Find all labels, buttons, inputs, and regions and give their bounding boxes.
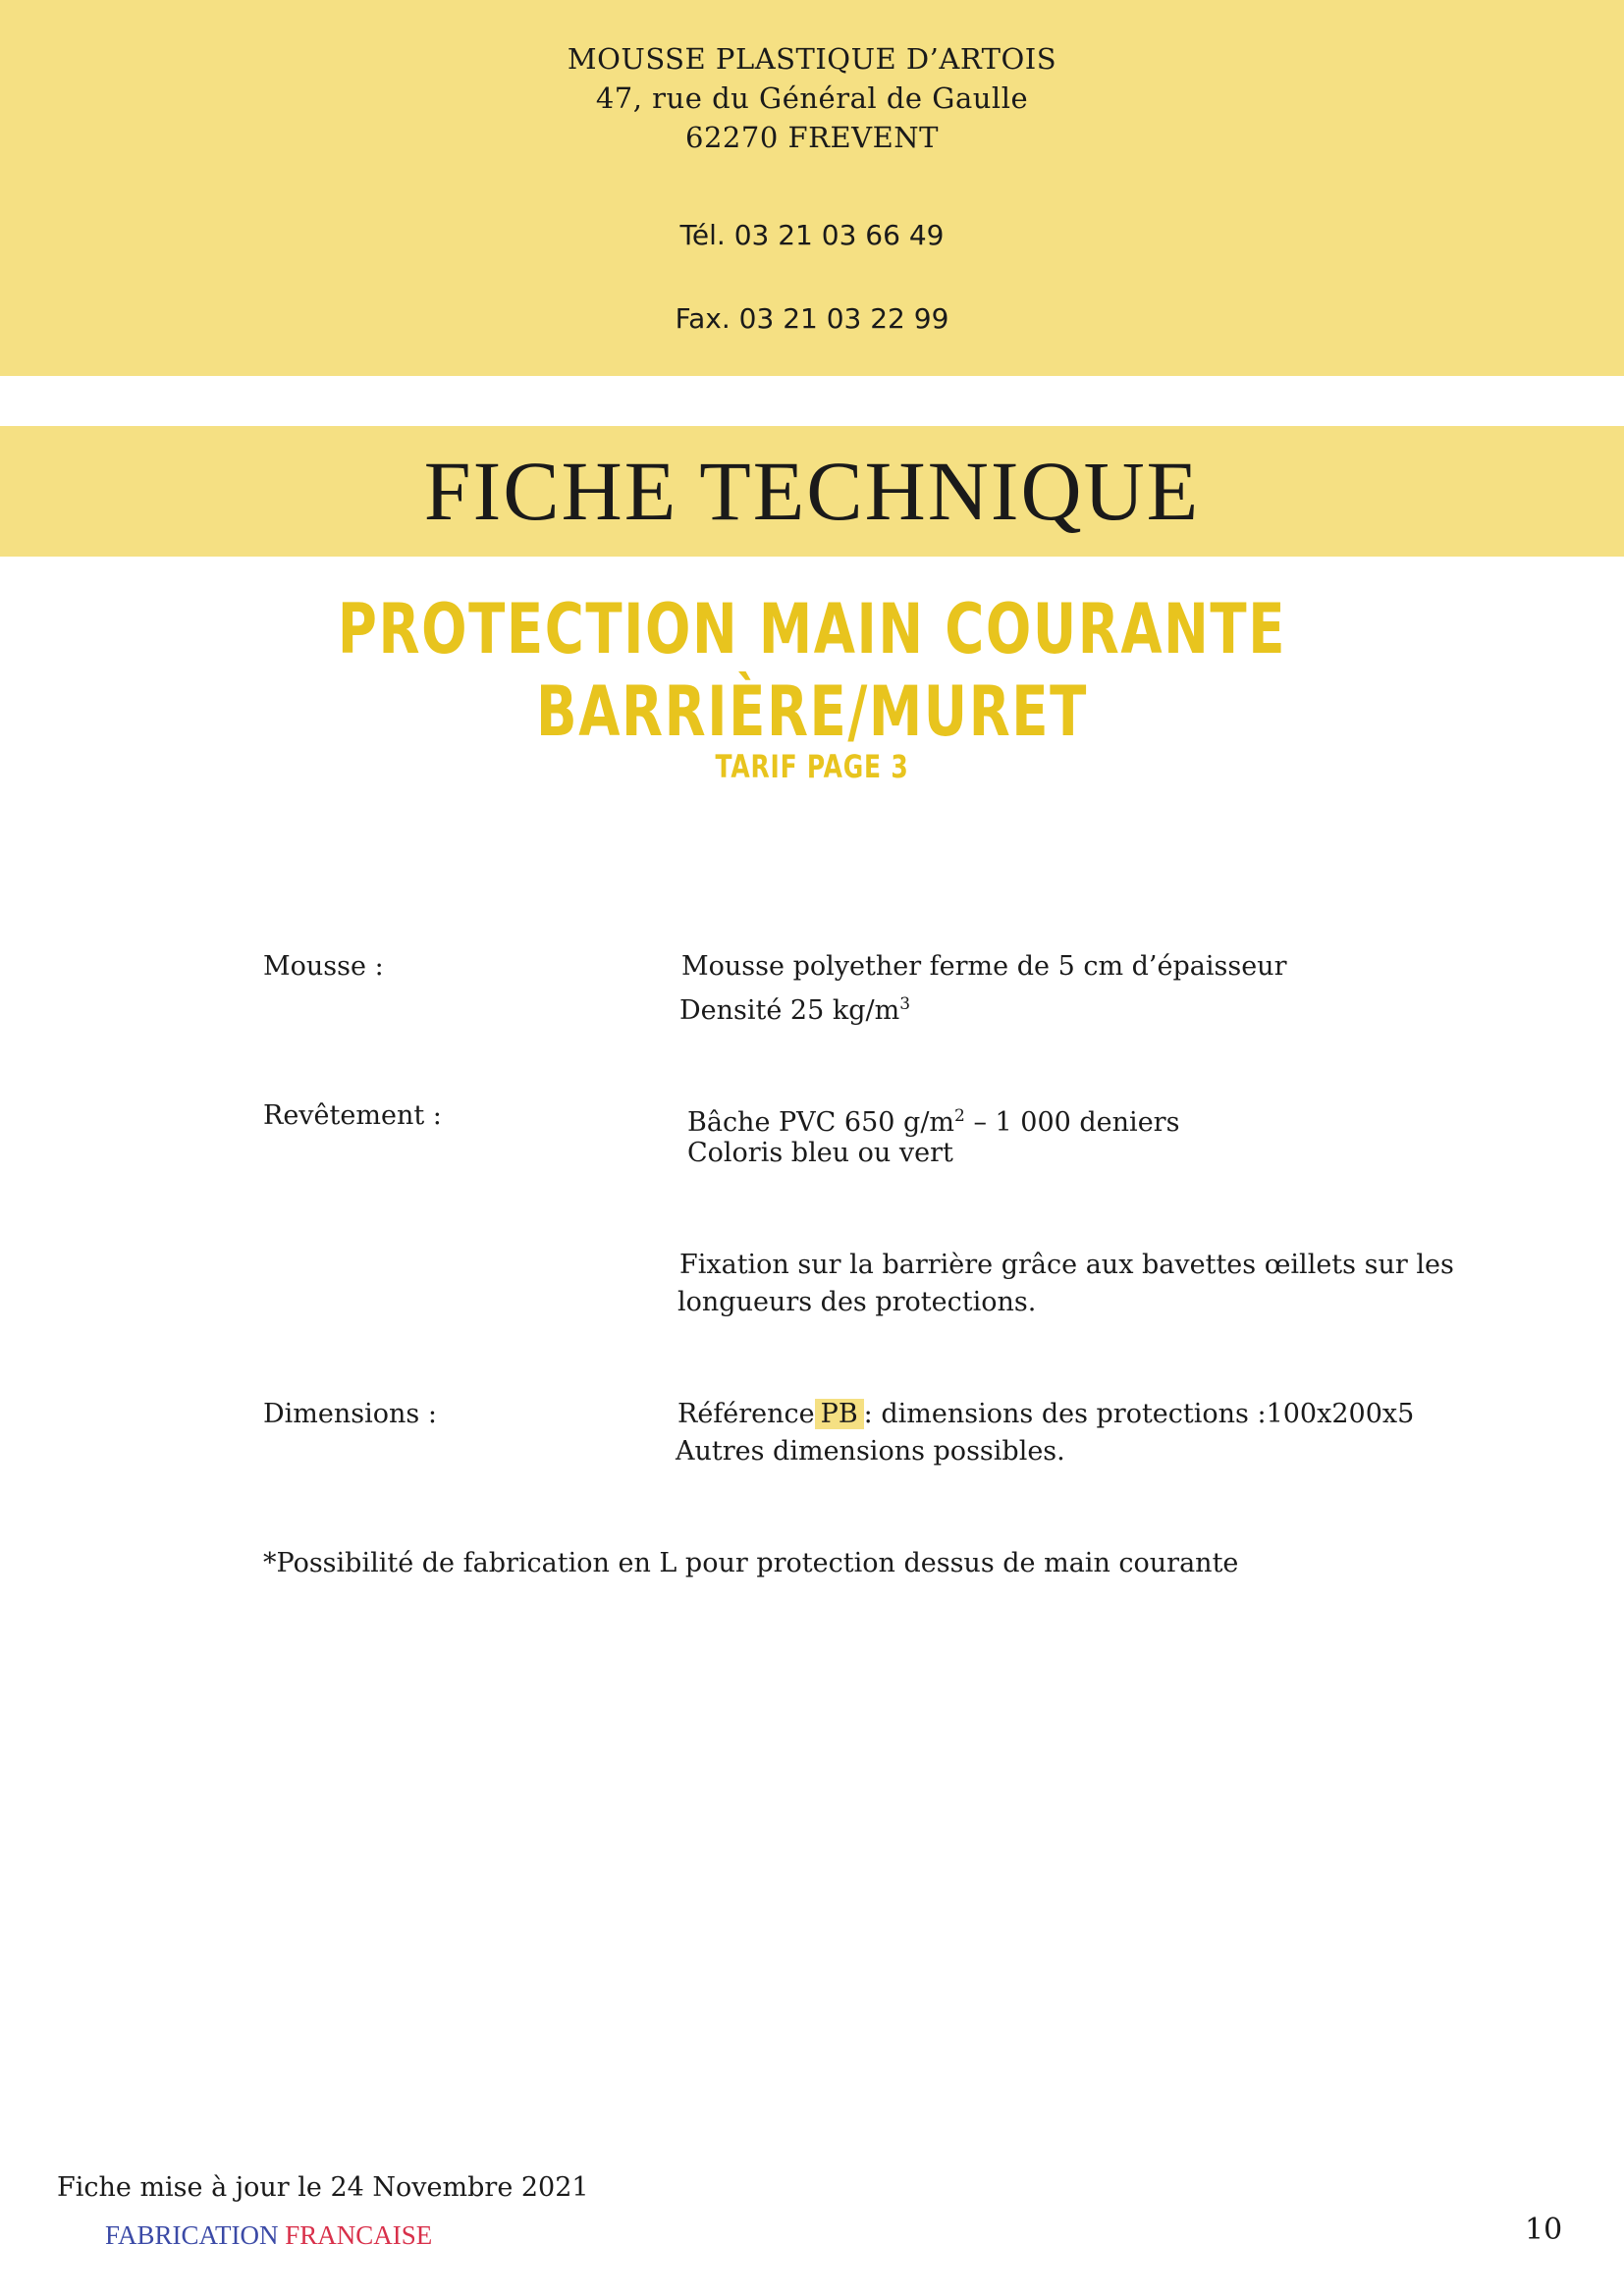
mousse-density-exponent: 3 xyxy=(899,994,911,1014)
mousse-label: Mousse : xyxy=(263,951,384,982)
fabrication-francaise xyxy=(105,2220,432,2251)
fabrication-note: *Possibilité de fabrication en L pour protection dessus de main courante xyxy=(263,1548,1239,1578)
dimensions-ref-suffix: : dimensions des protections :100x200x5 xyxy=(863,1399,1415,1429)
francaise-word: FRANCAISE xyxy=(285,2220,433,2250)
company-street: 47, rue du Général de Gaulle xyxy=(595,81,1029,115)
dimensions-reference xyxy=(677,1396,1414,1433)
revetement-colors: Coloris bleu ou vert xyxy=(687,1138,953,1168)
revetement-text-a: Bâche PVC 650 g/m xyxy=(687,1107,955,1138)
fabrication-word: FABRICATION xyxy=(105,2220,279,2250)
mousse-description: Mousse polyether ferme de 5 cm d’épaisseur xyxy=(681,951,1287,982)
page-title: FICHE TECHNIQUE xyxy=(423,444,1201,538)
company-address xyxy=(0,39,1624,157)
dimensions-label: Dimensions : xyxy=(263,1399,437,1429)
mousse-density-text: Densité 25 kg/m xyxy=(679,995,900,1026)
company-phone: Tél. 03 21 03 66 49 xyxy=(679,219,945,251)
fixation-line2: longueurs des protections. xyxy=(677,1287,1037,1317)
company-name: MOUSSE PLASTIQUE D’ARTOIS xyxy=(567,42,1057,76)
company-fax: Fax. 03 21 03 22 99 xyxy=(675,302,949,335)
revetement-label: Revêtement : xyxy=(263,1100,442,1131)
fixation-line1: Fixation sur la barrière grâce aux bavettes œillets sur les xyxy=(679,1250,1454,1280)
reference-code-badge: PB xyxy=(815,1399,864,1429)
company-city: 62270 FREVENT xyxy=(685,121,939,154)
revetement-text-b: – 1 000 deniers xyxy=(964,1107,1180,1138)
dimensions-other: Autres dimensions possibles. xyxy=(676,1436,1065,1467)
revetement-exponent: 2 xyxy=(954,1106,965,1126)
product-title-line1: PROTECTION MAIN COURANTE xyxy=(337,589,1287,669)
product-title-line2: BARRIÈRE/MURET xyxy=(536,671,1088,752)
tarif-reference: TARIF PAGE 3 xyxy=(715,748,909,785)
mousse-density xyxy=(679,986,910,1030)
dimensions-ref-prefix: Référence xyxy=(677,1399,815,1429)
update-date: Fiche mise à jour le 24 Novembre 2021 xyxy=(57,2172,589,2203)
page-number: 10 xyxy=(1525,2213,1563,2247)
